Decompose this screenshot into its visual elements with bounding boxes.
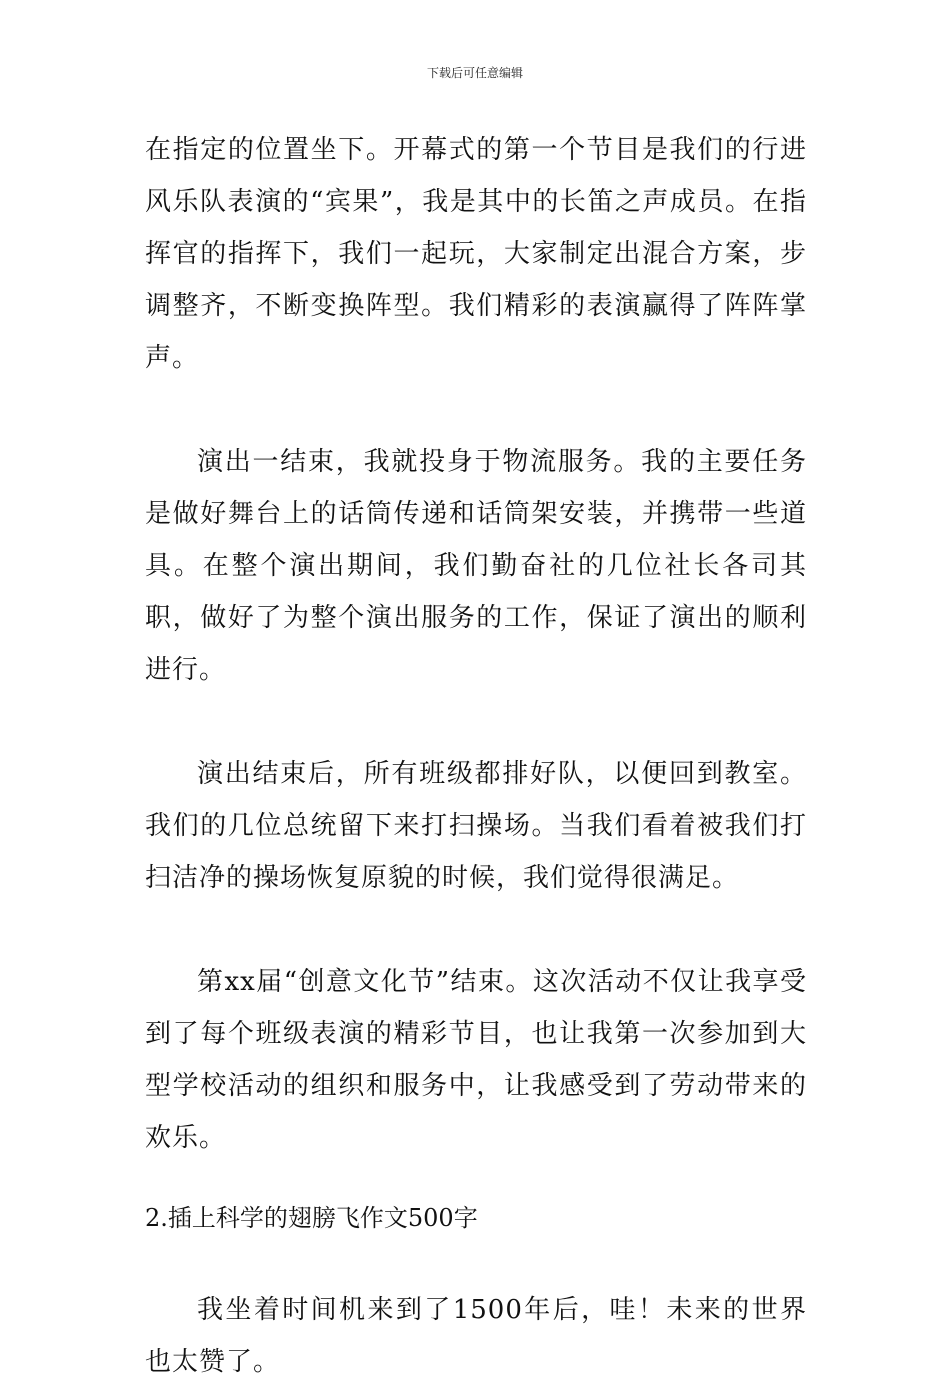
paragraph-3: 演出结束后，所有班级都排好队，以便回到教室。我们的几位总统留下来打扫操场。当我们看着被我们打扫洁净的操场恢复原貌的时候，我们觉得很满足。 xyxy=(145,759,807,893)
paragraph-gap xyxy=(145,1164,807,1192)
paragraph-4: 第xx届“创意文化节”结束。这次活动不仅让我享受到了每个班级表演的精彩节目，也让我第一次参加到大型学校活动的组织和服务中，让我感受到了劳动带来的欢乐。 xyxy=(145,967,807,1153)
paragraph-2: 演出一结束，我就投身于物流服务。我的主要任务是做好舞台上的话筒传递和话筒架安装，并携带一些道具。在整个演出期间，我们勤奋社的几位社长各司其职，做好了为整个演出服务的工作，保证了演出的顺利进行。 xyxy=(145,447,807,685)
paragraph-gap xyxy=(145,904,807,956)
paragraph-1: 在指定的位置坐下。开幕式的第一个节目是我们的行进风乐队表演的“宾果”，我是其中的长笛之声成员。在指挥官的指挥下，我们一起玩，大家制定出混合方案，步调整齐，不断变换阵型。我们精彩的表演赢得了阵阵掌声。 xyxy=(145,135,807,373)
paragraph-gap xyxy=(145,384,807,436)
section-heading: 2.插上科学的翅膀飞作文500字 xyxy=(145,1204,478,1232)
paragraph-gap xyxy=(145,1244,807,1284)
page-header-note: 下载后可任意编辑 xyxy=(426,66,523,80)
paragraph-5: 我坐着时间机来到了1500年后，哇！未来的世界也太赞了。 xyxy=(145,1295,807,1377)
paragraph-gap xyxy=(145,696,807,748)
document-body xyxy=(145,124,807,1388)
